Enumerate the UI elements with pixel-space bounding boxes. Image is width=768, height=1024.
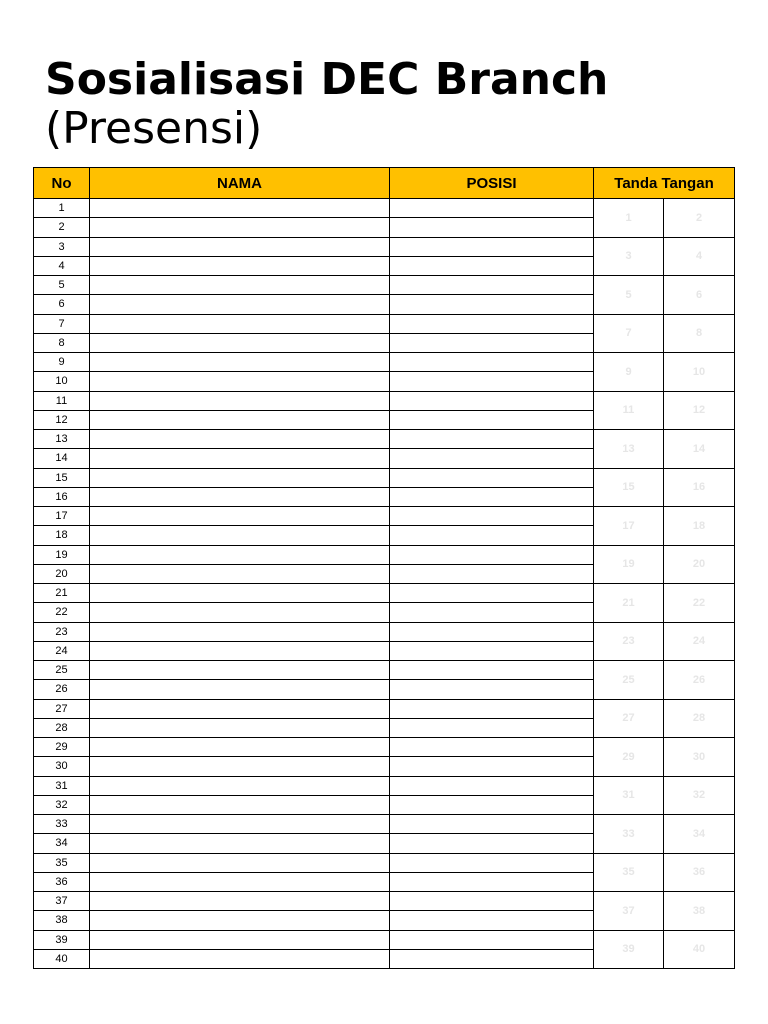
table-row [34,892,735,911]
nama-cell[interactable] [90,372,390,391]
signature-slot[interactable]: 29 [594,738,664,777]
table-row [34,699,735,718]
row-number: 13 [34,430,90,449]
signature-slot[interactable]: 32 [664,776,735,815]
posisi-cell[interactable] [390,815,594,834]
table-row [34,815,735,834]
signature-slot[interactable]: 34 [664,815,735,854]
signature-slot[interactable]: 6 [664,276,735,315]
signature-slot[interactable]: 17 [594,507,664,546]
posisi-cell[interactable] [390,487,594,506]
table-row [34,430,735,449]
nama-cell[interactable] [90,353,390,372]
nama-cell[interactable] [90,526,390,545]
signature-slot[interactable]: 27 [594,699,664,738]
table-row [34,314,735,333]
row-number: 14 [34,449,90,468]
row-number: 6 [34,295,90,314]
row-number: 25 [34,661,90,680]
posisi-cell[interactable] [390,314,594,333]
row-number: 17 [34,507,90,526]
nama-cell[interactable] [90,507,390,526]
posisi-cell[interactable] [390,872,594,891]
posisi-cell[interactable] [390,911,594,930]
nama-cell[interactable] [90,949,390,968]
nama-cell[interactable] [90,256,390,275]
signature-slot[interactable]: 13 [594,430,664,469]
nama-cell[interactable] [90,718,390,737]
table-row [34,853,735,872]
signature-slot[interactable]: 40 [664,930,735,969]
row-number: 18 [34,526,90,545]
signature-slot[interactable]: 8 [664,314,735,353]
posisi-cell[interactable] [390,545,594,564]
row-number: 12 [34,410,90,429]
nama-cell[interactable] [90,738,390,757]
nama-cell[interactable] [90,314,390,333]
page-subtitle: (Presensi) [45,103,263,154]
signature-slot[interactable]: 23 [594,622,664,661]
posisi-cell[interactable] [390,680,594,699]
posisi-cell[interactable] [390,853,594,872]
signature-slot[interactable]: 15 [594,468,664,507]
signature-slot[interactable]: 7 [594,314,664,353]
row-number: 40 [34,949,90,968]
signature-slot[interactable]: 37 [594,892,664,931]
row-number: 19 [34,545,90,564]
row-number: 1 [34,199,90,218]
nama-cell[interactable] [90,776,390,795]
signature-slot[interactable]: 18 [664,507,735,546]
posisi-cell[interactable] [390,584,594,603]
row-number: 39 [34,930,90,949]
row-number: 38 [34,911,90,930]
table-row [34,468,735,487]
posisi-cell[interactable] [390,256,594,275]
nama-cell[interactable] [90,680,390,699]
row-number: 15 [34,468,90,487]
row-number: 5 [34,276,90,295]
nama-cell[interactable] [90,237,390,256]
signature-slot[interactable]: 10 [664,353,735,392]
row-number: 11 [34,391,90,410]
posisi-cell[interactable] [390,507,594,526]
nama-cell[interactable] [90,892,390,911]
nama-cell[interactable] [90,449,390,468]
nama-cell[interactable] [90,603,390,622]
signature-slot[interactable]: 9 [594,353,664,392]
posisi-cell[interactable] [390,526,594,545]
posisi-cell[interactable] [390,757,594,776]
signature-slot[interactable]: 12 [664,391,735,430]
posisi-cell[interactable] [390,237,594,256]
row-number: 20 [34,564,90,583]
signature-slot[interactable]: 19 [594,545,664,584]
row-number: 16 [34,487,90,506]
row-number: 23 [34,622,90,641]
posisi-cell[interactable] [390,430,594,449]
signature-slot[interactable]: 30 [664,738,735,777]
row-number: 9 [34,353,90,372]
table-row [34,738,735,757]
row-number: 10 [34,372,90,391]
signature-slot[interactable]: 2 [664,199,735,238]
posisi-cell[interactable] [390,795,594,814]
nama-cell[interactable] [90,795,390,814]
posisi-cell[interactable] [390,391,594,410]
nama-cell[interactable] [90,410,390,429]
table-row [34,276,735,295]
posisi-cell[interactable] [390,776,594,795]
row-number: 22 [34,603,90,622]
nama-cell[interactable] [90,295,390,314]
nama-cell[interactable] [90,545,390,564]
posisi-cell[interactable] [390,372,594,391]
signature-slot[interactable]: 5 [594,276,664,315]
nama-cell[interactable] [90,391,390,410]
row-number: 3 [34,237,90,256]
posisi-cell[interactable] [390,468,594,487]
posisi-cell[interactable] [390,661,594,680]
posisi-cell[interactable] [390,449,594,468]
signature-slot[interactable]: 24 [664,622,735,661]
attendance-table [33,167,735,969]
table-row [34,930,735,949]
row-number: 37 [34,892,90,911]
table-row [34,391,735,410]
table-row [34,353,735,372]
nama-cell[interactable] [90,276,390,295]
posisi-cell[interactable] [390,641,594,660]
nama-cell[interactable] [90,641,390,660]
row-number: 28 [34,718,90,737]
table-row [34,545,735,564]
nama-cell[interactable] [90,622,390,641]
posisi-cell[interactable] [390,738,594,757]
posisi-cell[interactable] [390,218,594,237]
posisi-cell[interactable] [390,276,594,295]
nama-cell[interactable] [90,564,390,583]
row-number: 27 [34,699,90,718]
row-number: 30 [34,757,90,776]
nama-cell[interactable] [90,930,390,949]
posisi-cell[interactable] [390,199,594,218]
signature-slot[interactable]: 4 [664,237,735,276]
table-row [34,507,735,526]
table-header-row [34,168,735,199]
row-number: 2 [34,218,90,237]
posisi-cell[interactable] [390,564,594,583]
row-number: 7 [34,314,90,333]
header-tanda-tangan: Tanda Tangan [594,168,735,199]
posisi-cell[interactable] [390,699,594,718]
nama-cell[interactable] [90,661,390,680]
posisi-cell[interactable] [390,353,594,372]
posisi-cell[interactable] [390,410,594,429]
row-number: 36 [34,872,90,891]
table-row [34,237,735,256]
signature-slot[interactable]: 3 [594,237,664,276]
signature-slot[interactable]: 26 [664,661,735,700]
signature-slot[interactable]: 20 [664,545,735,584]
nama-cell[interactable] [90,834,390,853]
row-number: 4 [34,256,90,275]
page-title: Sosialisasi DEC Branch [45,54,609,105]
nama-cell[interactable] [90,199,390,218]
nama-cell[interactable] [90,468,390,487]
signature-slot[interactable]: 1 [594,199,664,238]
signature-slot[interactable]: 39 [594,930,664,969]
row-number: 35 [34,853,90,872]
nama-cell[interactable] [90,699,390,718]
signature-slot[interactable]: 36 [664,853,735,892]
row-number: 32 [34,795,90,814]
table-row [34,584,735,603]
signature-slot[interactable]: 21 [594,584,664,623]
header-no: No [34,168,90,199]
posisi-cell[interactable] [390,834,594,853]
signature-slot[interactable]: 38 [664,892,735,931]
table-row [34,776,735,795]
posisi-cell[interactable] [390,295,594,314]
signature-slot[interactable]: 16 [664,468,735,507]
signature-slot[interactable]: 22 [664,584,735,623]
row-number: 29 [34,738,90,757]
posisi-cell[interactable] [390,930,594,949]
header-nama: NAMA [90,168,390,199]
row-number: 34 [34,834,90,853]
page-title-block [45,54,608,152]
nama-cell[interactable] [90,853,390,872]
posisi-cell[interactable] [390,718,594,737]
signature-slot[interactable]: 25 [594,661,664,700]
signature-slot[interactable]: 28 [664,699,735,738]
nama-cell[interactable] [90,333,390,352]
nama-cell[interactable] [90,911,390,930]
posisi-cell[interactable] [390,622,594,641]
posisi-cell[interactable] [390,333,594,352]
posisi-cell[interactable] [390,892,594,911]
row-number: 8 [34,333,90,352]
table-row [34,622,735,641]
signature-slot[interactable]: 31 [594,776,664,815]
table-row [34,199,735,218]
row-number: 31 [34,776,90,795]
posisi-cell[interactable] [390,603,594,622]
header-posisi: POSISI [390,168,594,199]
signature-slot[interactable]: 11 [594,391,664,430]
nama-cell[interactable] [90,815,390,834]
row-number: 24 [34,641,90,660]
nama-cell[interactable] [90,872,390,891]
table-row [34,661,735,680]
nama-cell[interactable] [90,430,390,449]
nama-cell[interactable] [90,757,390,776]
row-number: 26 [34,680,90,699]
nama-cell[interactable] [90,487,390,506]
signature-slot[interactable]: 14 [664,430,735,469]
row-number: 21 [34,584,90,603]
row-number: 33 [34,815,90,834]
posisi-cell[interactable] [390,949,594,968]
nama-cell[interactable] [90,218,390,237]
nama-cell[interactable] [90,584,390,603]
signature-slot[interactable]: 35 [594,853,664,892]
signature-slot[interactable]: 33 [594,815,664,854]
